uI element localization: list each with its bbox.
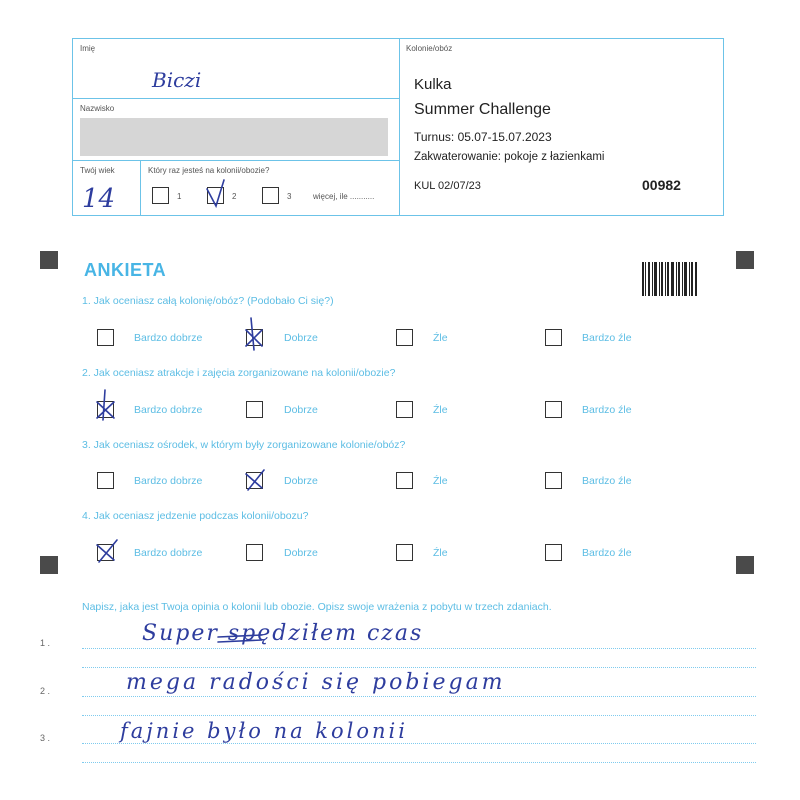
ktory-raz-checkbox-3[interactable] — [262, 187, 279, 204]
q1-option-zle: Źle — [433, 332, 448, 344]
q2-option-dobrze: Dobrze — [284, 404, 318, 416]
line-number-2: 2 . — [40, 686, 51, 696]
ktory-raz-checkbox-1[interactable] — [152, 187, 169, 204]
q3-checkbox-zle[interactable] — [396, 472, 413, 489]
imie-value[interactable]: Biczi — [152, 68, 202, 92]
q4-checkbox-bardzo-zle[interactable] — [545, 544, 562, 561]
opinion-prompt: Napisz, jaka jest Twoja opinia o kolonii lub obozie. Opisz swoje wrażenia z pobytu w trzech zdaniach. — [82, 601, 552, 613]
form-number: 00982 — [642, 177, 681, 193]
q3-option-bardzo-dobrze: Bardzo dobrze — [134, 475, 203, 487]
nazwisko-label: Nazwisko — [80, 104, 115, 113]
header-divider-vertical — [399, 38, 400, 216]
turnus-text: Turnus: 05.07-15.07.2023 — [414, 130, 552, 144]
q1-checkbox-bardzo-zle[interactable] — [545, 329, 562, 346]
ktory-raz-option-2: 2 — [232, 192, 237, 201]
header-divider-imie — [72, 98, 399, 99]
q1-checkbox-dobrze[interactable] — [246, 329, 263, 346]
camp-name-2: Summer Challenge — [414, 101, 551, 118]
ktory-raz-option-3: 3 — [287, 192, 292, 201]
q1-checkbox-bardzo-dobrze[interactable] — [97, 329, 114, 346]
q4-checkbox-dobrze[interactable] — [246, 544, 263, 561]
q4-checkbox-zle[interactable] — [396, 544, 413, 561]
q2-checkbox-bardzo-zle[interactable] — [545, 401, 562, 418]
q3-checkbox-bardzo-dobrze[interactable] — [97, 472, 114, 489]
zakwaterowanie-text: Zakwaterowanie: pokoje z łazienkami — [414, 151, 605, 163]
barcode-icon — [642, 262, 698, 296]
question-4-text: 4. Jak oceniasz jedzenie podczas kolonii/obozu? — [82, 510, 309, 522]
camp-name-1: Kulka — [414, 76, 452, 93]
dotted-line-3b — [82, 762, 756, 763]
q4-option-bardzo-dobrze: Bardzo dobrze — [134, 547, 203, 559]
ktory-raz-label: Który raz jesteś na kolonii/obozie? — [148, 166, 270, 175]
q3-option-bardzo-zle: Bardzo źle — [582, 475, 632, 487]
q3-checkbox-dobrze[interactable] — [246, 472, 263, 489]
q1-option-bardzo-dobrze: Bardzo dobrze — [134, 332, 203, 344]
q1-option-dobrze: Dobrze — [284, 332, 318, 344]
header-divider-nazwisko — [72, 160, 399, 161]
ktory-raz-option-1: 1 — [177, 192, 182, 201]
line-number-1: 1 . — [40, 638, 51, 648]
corner-marker-bottom-left — [40, 556, 58, 574]
wiek-value[interactable]: 14 — [82, 184, 116, 214]
q2-checkbox-bardzo-dobrze[interactable] — [97, 401, 114, 418]
q1-checkbox-zle[interactable] — [396, 329, 413, 346]
dotted-line-1b — [82, 667, 756, 668]
q2-option-bardzo-zle: Bardzo źle — [582, 404, 632, 416]
nazwisko-redacted — [80, 118, 388, 156]
q2-option-zle: Źle — [433, 404, 448, 416]
q1-option-bardzo-zle: Bardzo źle — [582, 332, 632, 344]
corner-marker-top-right — [736, 251, 754, 269]
question-2-text: 2. Jak oceniasz atrakcje i zajęcia zorganizowane na kolonii/obozie? — [82, 367, 396, 379]
corner-marker-top-left — [40, 251, 58, 269]
dotted-line-3 — [82, 743, 756, 744]
q2-option-bardzo-dobrze: Bardzo dobrze — [134, 404, 203, 416]
camp-code: KUL 02/07/23 — [414, 180, 481, 192]
opinion-line-1[interactable]: Super spędziłem czas — [142, 621, 424, 646]
q3-checkbox-bardzo-zle[interactable] — [545, 472, 562, 489]
question-3-text: 3. Jak oceniasz ośrodek, w którym były zorganizowane kolonie/obóz? — [82, 439, 406, 451]
q4-checkbox-bardzo-dobrze[interactable] — [97, 544, 114, 561]
corner-marker-bottom-right — [736, 556, 754, 574]
line-number-3: 3 . — [40, 733, 51, 743]
q4-option-dobrze: Dobrze — [284, 547, 318, 559]
imie-label: Imię — [80, 44, 96, 53]
q2-checkbox-dobrze[interactable] — [246, 401, 263, 418]
wiecej-label: więcej, ile ........... — [313, 192, 375, 201]
wiek-label: Twój wiek — [80, 166, 115, 175]
opinion-line-2[interactable]: mega radości się pobiegam — [126, 670, 506, 695]
dotted-line-2 — [82, 696, 756, 697]
survey-title: ANKIETA — [84, 260, 167, 280]
q3-option-zle: Źle — [433, 475, 448, 487]
q4-option-zle: Źle — [433, 547, 448, 559]
q3-option-dobrze: Dobrze — [284, 475, 318, 487]
q2-checkbox-zle[interactable] — [396, 401, 413, 418]
ktory-raz-checkbox-2[interactable] — [207, 187, 224, 204]
opinion-line-3[interactable]: fajnie było na kolonii — [120, 719, 408, 743]
dotted-line-2b — [82, 715, 756, 716]
question-1-text: 1. Jak oceniasz całą kolonię/obóz? (Podobało Ci się?) — [82, 295, 334, 307]
dotted-line-1 — [82, 648, 756, 649]
q4-option-bardzo-zle: Bardzo źle — [582, 547, 632, 559]
kolonie-label: Kolonie/obóz — [406, 44, 453, 53]
header-divider-wiek — [140, 160, 141, 216]
